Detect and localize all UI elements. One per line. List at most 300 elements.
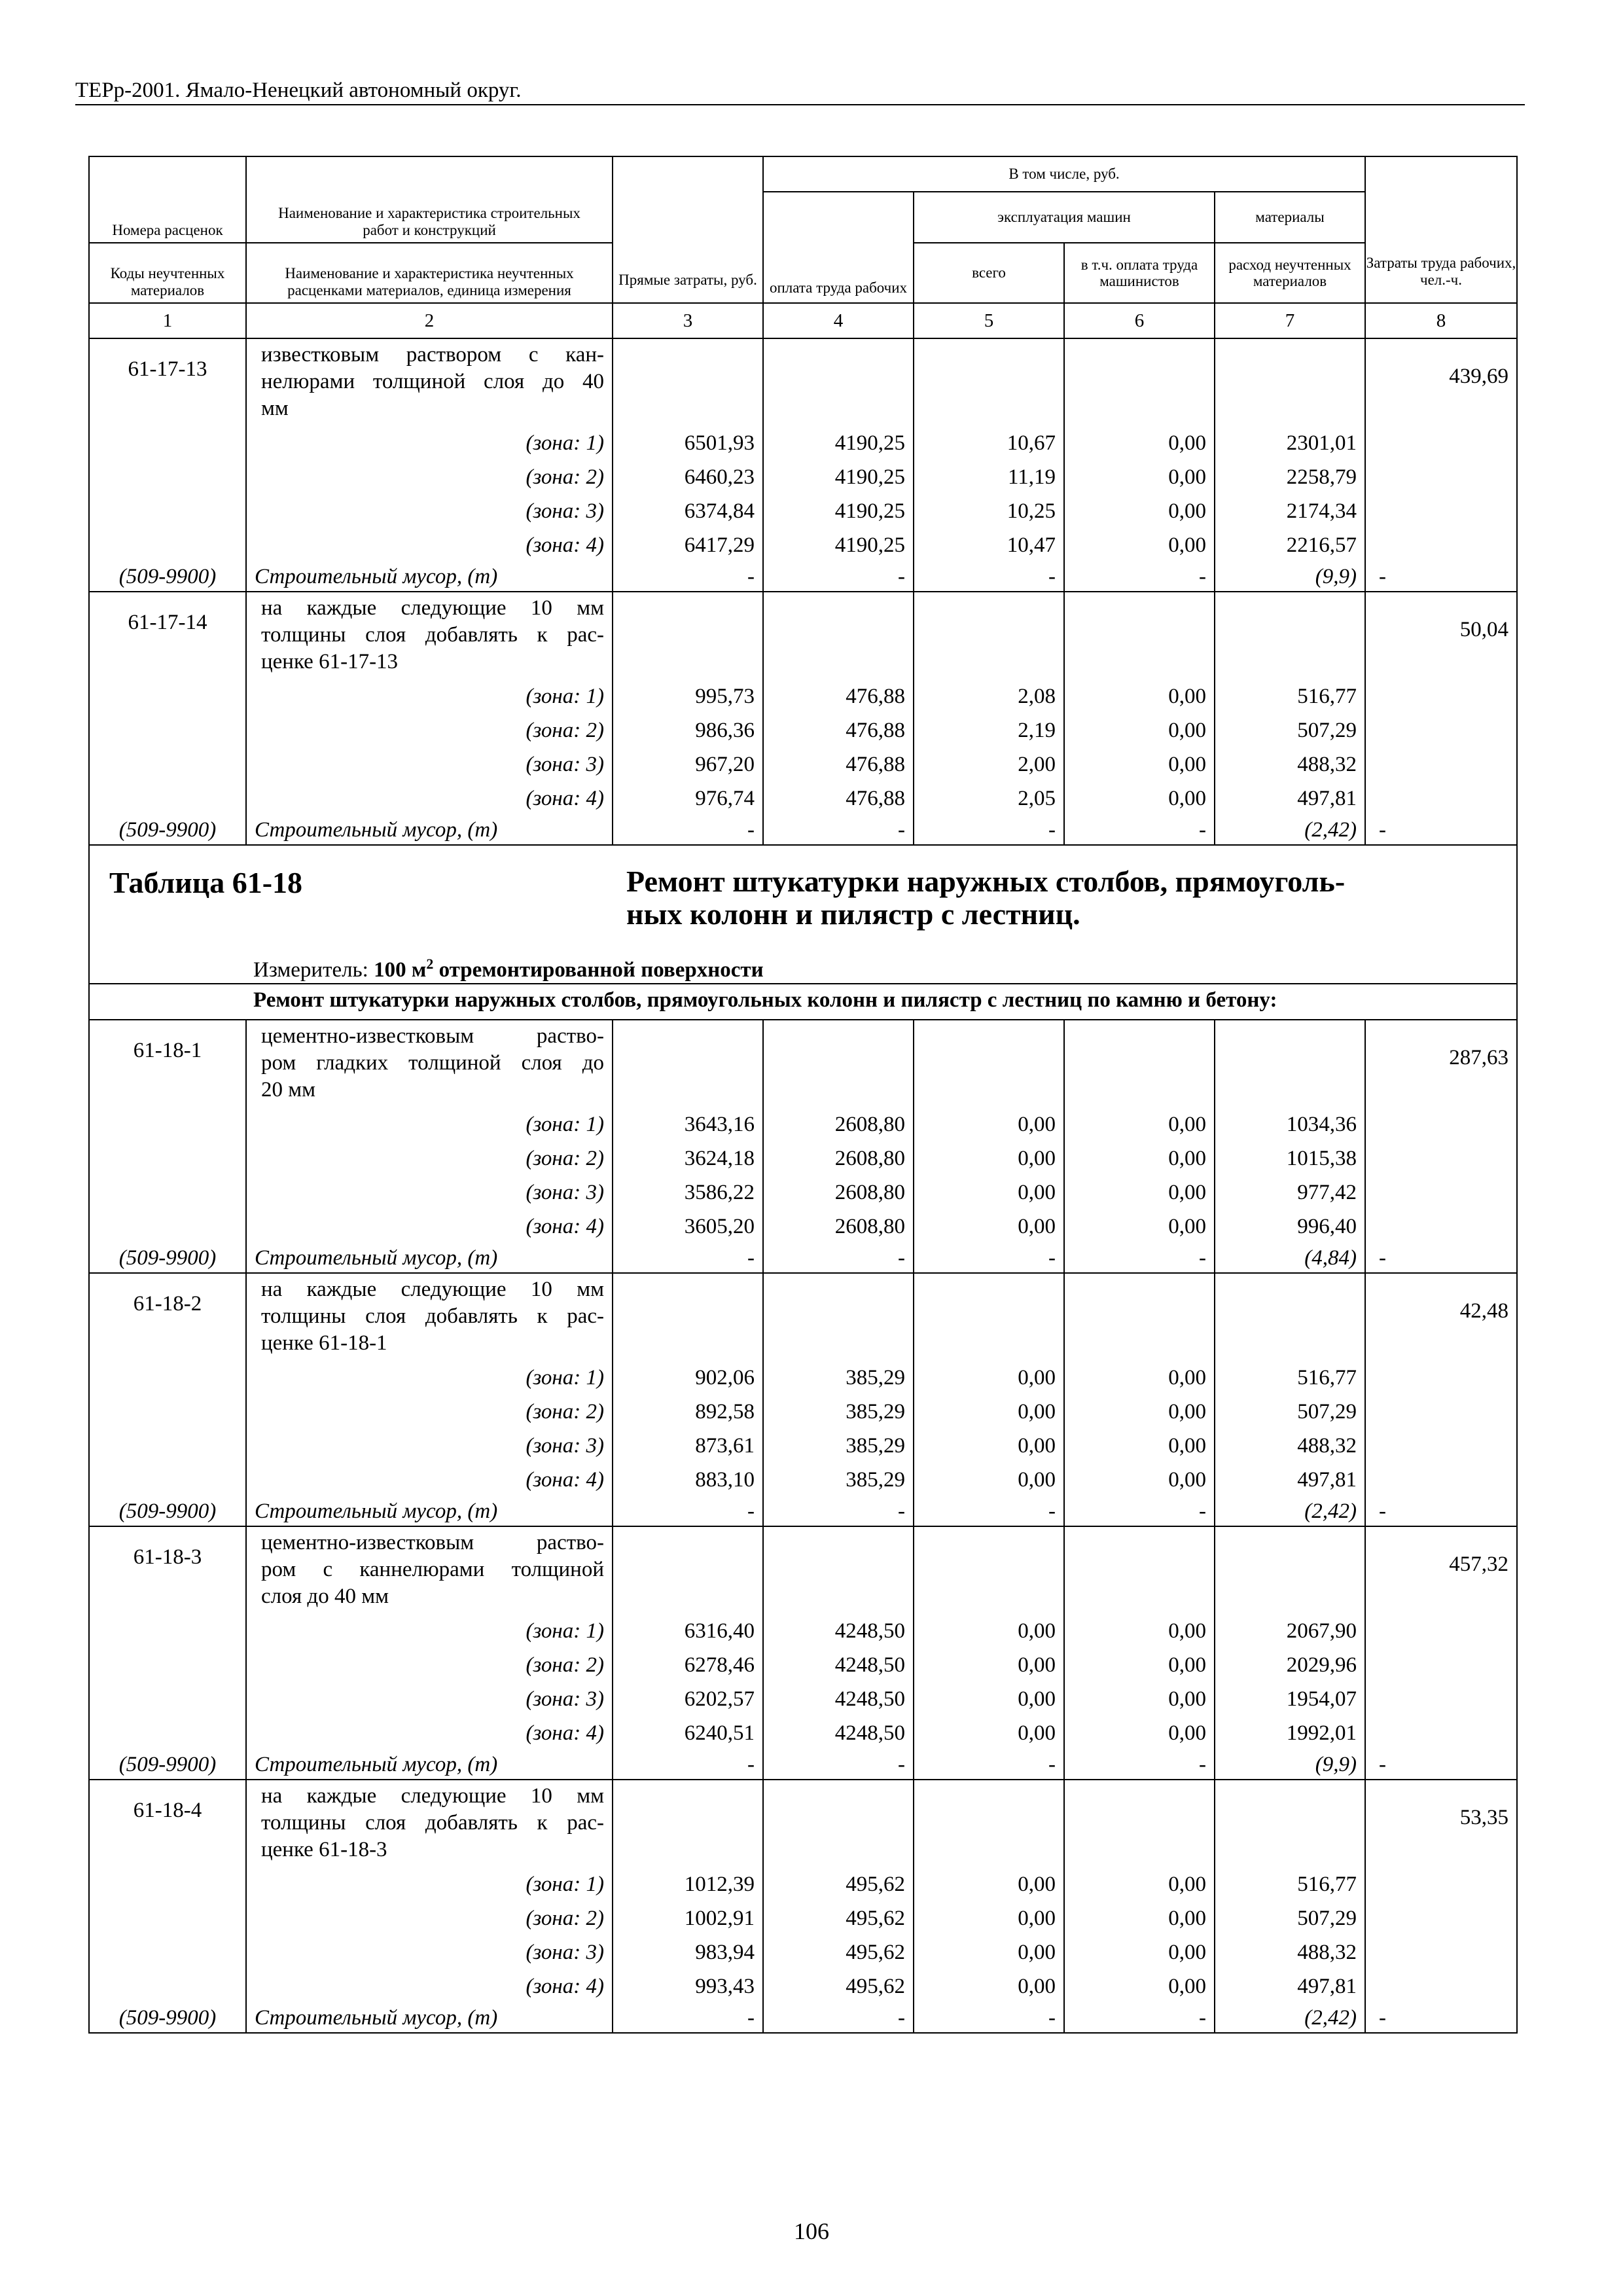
value-cell: 993,43 [695, 1975, 755, 1998]
value-cell: 2608,80 [834, 1181, 905, 1204]
value-cell: 2,05 [1018, 787, 1056, 810]
value-column [763, 1273, 914, 1497]
zone-label: (зона: 3) [526, 1434, 604, 1458]
zone-label: (зона: 4) [526, 1468, 604, 1492]
description-line: цементно-известковым раство- [261, 1531, 604, 1554]
value-column [613, 1780, 763, 2003]
value-cell: 0,00 [1168, 753, 1206, 776]
value-cell: 967,20 [695, 753, 755, 776]
labor-cost: 457,32 [1365, 1526, 1517, 1750]
debris-labor-dash: - [1365, 1750, 1517, 1780]
value-cell: 4248,50 [834, 1619, 905, 1643]
debris-dash: - [613, 1244, 763, 1273]
value-cell: 2029,96 [1286, 1653, 1357, 1677]
col1-header-top: Номера расценок [89, 156, 246, 243]
value-cell: 0,00 [1018, 1434, 1056, 1458]
value-cell: 883,10 [695, 1468, 755, 1492]
value-cell: 6202,57 [684, 1687, 755, 1711]
description-text [247, 1020, 612, 1103]
value-cell: 4248,50 [834, 1653, 905, 1677]
value-cell: 0,00 [1018, 1907, 1056, 1930]
value-column [613, 1273, 763, 1497]
zone-label: (зона: 3) [526, 753, 604, 776]
value-column [1064, 1780, 1215, 2003]
value-column [914, 1273, 1064, 1497]
rate-entry [89, 338, 1517, 562]
zone-label: (зона: 2) [526, 719, 604, 742]
debris-dash: - [613, 1750, 763, 1780]
value-cell: 0,00 [1168, 1181, 1206, 1204]
debris-quantity: (9,9) [1215, 562, 1365, 592]
debris-code: (509-9900) [89, 1750, 246, 1780]
rate-code: 61-17-14 [89, 592, 246, 816]
zone-label: (зона: 1) [526, 431, 604, 455]
description-text [247, 1274, 612, 1357]
debris-code: (509-9900) [89, 562, 246, 592]
rate-code: 61-18-2 [89, 1273, 246, 1497]
debris-name: Строительный мусор, (т) [246, 1497, 613, 1526]
value-cell: 0,00 [1168, 1434, 1206, 1458]
value-column [763, 1780, 914, 2003]
value-cell: 0,00 [1018, 1147, 1056, 1170]
value-cell: 507,29 [1297, 1907, 1357, 1930]
description-line: нелюрами толщиной слоя до 40 [261, 370, 604, 393]
value-cell: 892,58 [695, 1400, 755, 1424]
debris-dash: - [763, 562, 914, 592]
value-cell: 476,88 [846, 719, 905, 742]
value-cell: 0,00 [1018, 1181, 1056, 1204]
zone-label: (зона: 3) [526, 1941, 604, 1964]
description-line: на каждые следующие 10 мм [261, 596, 604, 620]
description-line: известковым раствором с кан- [261, 343, 604, 367]
debris-dash: - [763, 816, 914, 845]
debris-name: Строительный мусор, (т) [246, 2003, 613, 2033]
value-cell: 6374,84 [684, 499, 755, 523]
description-line: толщины слоя добавлять к рас- [261, 1304, 604, 1328]
value-cell: 4190,25 [834, 533, 905, 557]
value-cell: 0,00 [1168, 1113, 1206, 1136]
description-text [247, 1780, 612, 1863]
zone-label: (зона: 2) [526, 1400, 604, 1424]
value-cell: 4248,50 [834, 1721, 905, 1745]
value-cell: 2,08 [1018, 685, 1056, 708]
col-number: 5 [914, 303, 1064, 338]
value-cell: 1992,01 [1286, 1721, 1357, 1745]
value-cell: 2,19 [1018, 719, 1056, 742]
value-cell: 385,29 [846, 1366, 905, 1390]
value-column [613, 592, 763, 816]
value-cell: 10,47 [1007, 533, 1056, 557]
value-cell: 0,00 [1018, 1721, 1056, 1745]
value-column [613, 338, 763, 562]
measure-unit: Измеритель: 100 $м^2$ отремонтированной поверхности [253, 956, 764, 982]
value-cell: 495,62 [846, 1975, 905, 1998]
rate-entry [89, 1780, 1517, 2003]
debris-labor-dash: - [1365, 2003, 1517, 2033]
value-cell: 0,00 [1018, 1215, 1056, 1238]
col7-header: расход неучтенных материалов [1215, 243, 1365, 303]
value-cell: 0,00 [1018, 1468, 1056, 1492]
rate-entry [89, 1273, 1517, 1497]
value-cell: 4190,25 [834, 465, 905, 489]
value-cell: 1954,07 [1286, 1687, 1357, 1711]
value-cell: 0,00 [1168, 1400, 1206, 1424]
value-cell: 0,00 [1168, 1907, 1206, 1930]
col-number: 2 [246, 303, 613, 338]
page-number: 106 [794, 2218, 829, 2244]
value-cell: 488,32 [1297, 1434, 1357, 1458]
value-cell: 6460,23 [684, 465, 755, 489]
zone-label: (зона: 1) [526, 1366, 604, 1390]
description-line: толщины слоя добавлять к рас- [261, 623, 604, 647]
rate-description [246, 338, 613, 562]
debris-name: Строительный мусор, (т) [246, 562, 613, 592]
description-line: ром гладких толщиной слоя до [261, 1051, 604, 1075]
value-cell: 476,88 [846, 753, 905, 776]
debris-code: (509-9900) [89, 1497, 246, 1526]
value-cell: 0,00 [1168, 499, 1206, 523]
value-column [1215, 338, 1365, 562]
value-column [914, 338, 1064, 562]
value-column [1215, 592, 1365, 816]
value-cell: 2301,01 [1286, 431, 1357, 455]
value-cell: 977,42 [1297, 1181, 1357, 1204]
value-cell: 986,36 [695, 719, 755, 742]
value-cell: 0,00 [1018, 1687, 1056, 1711]
debris-row [89, 562, 1517, 592]
zone-label: (зона: 1) [526, 1873, 604, 1896]
value-cell: 0,00 [1168, 1941, 1206, 1964]
value-cell: 495,62 [846, 1907, 905, 1930]
value-cell: 385,29 [846, 1434, 905, 1458]
rate-description [246, 1273, 613, 1497]
value-cell: 1012,39 [684, 1873, 755, 1896]
col5-header: всего [914, 243, 1064, 303]
rate-description [246, 1020, 613, 1244]
debris-dash: - [914, 1497, 1064, 1526]
debris-quantity: (2,42) [1215, 816, 1365, 845]
description-line: на каждые следующие 10 мм [261, 1784, 604, 1808]
value-cell: 4190,25 [834, 499, 905, 523]
labor-cost: 42,48 [1365, 1273, 1517, 1497]
value-cell: 10,67 [1007, 431, 1056, 455]
debris-name: Строительный мусор, (т) [246, 1750, 613, 1780]
description-line: мм [261, 397, 289, 420]
value-cell: 0,00 [1168, 431, 1206, 455]
zone-label: (зона: 1) [526, 1619, 604, 1643]
value-column [914, 1020, 1064, 1244]
debris-dash: - [1064, 1244, 1215, 1273]
rate-code: 61-18-1 [89, 1020, 246, 1244]
description-line: ром с каннелюрами толщиной [261, 1558, 604, 1581]
col-number: 3 [613, 303, 763, 338]
value-cell: 1015,38 [1286, 1147, 1357, 1170]
rate-description [246, 1526, 613, 1750]
value-cell: 497,81 [1297, 1975, 1357, 1998]
value-cell: 6240,51 [684, 1721, 755, 1745]
debris-dash: - [914, 1244, 1064, 1273]
value-cell: 0,00 [1168, 1215, 1206, 1238]
zone-label: (зона: 3) [526, 1687, 604, 1711]
value-column [1064, 1273, 1215, 1497]
value-cell: 6501,93 [684, 431, 755, 455]
value-cell: 0,00 [1168, 1873, 1206, 1896]
debris-row [89, 1497, 1517, 1526]
value-cell: 476,88 [846, 787, 905, 810]
value-cell: 1034,36 [1286, 1113, 1357, 1136]
zone-label: (зона: 3) [526, 499, 604, 523]
value-cell: 2174,34 [1286, 499, 1357, 523]
debris-quantity: (2,42) [1215, 2003, 1365, 2033]
value-cell: 2067,90 [1286, 1619, 1357, 1643]
value-cell: 0,00 [1018, 1619, 1056, 1643]
value-cell: 0,00 [1168, 1147, 1206, 1170]
rate-description [246, 592, 613, 816]
debris-dash: - [1064, 2003, 1215, 2033]
value-cell: 0,00 [1018, 1400, 1056, 1424]
labor-cost: 439,69 [1365, 338, 1517, 562]
debris-quantity: (4,84) [1215, 1244, 1365, 1273]
debris-row [89, 2003, 1517, 2033]
rate-code: 61-18-3 [89, 1526, 246, 1750]
debris-row [89, 1750, 1517, 1780]
value-cell: 0,00 [1168, 533, 1206, 557]
value-column [1064, 592, 1215, 816]
value-column [914, 1526, 1064, 1750]
value-cell: 0,00 [1018, 1113, 1056, 1136]
value-cell: 516,77 [1297, 685, 1357, 708]
description-text [247, 339, 612, 422]
value-cell: 983,94 [695, 1941, 755, 1964]
value-cell: 0,00 [1018, 1975, 1056, 1998]
description-line: цементно-известковым раство- [261, 1024, 604, 1048]
value-cell: 2216,57 [1286, 533, 1357, 557]
col6-header: в т.ч. оплата труда машинистов [1064, 243, 1215, 303]
value-cell: 0,00 [1168, 465, 1206, 489]
col-number: 7 [1215, 303, 1365, 338]
description-line: ценке 61-18-3 [261, 1838, 387, 1861]
value-cell: 976,74 [695, 787, 755, 810]
value-cell: 2258,79 [1286, 465, 1357, 489]
col3-header: Прямые затраты, руб. [613, 156, 763, 303]
zone-label: (зона: 2) [526, 1907, 604, 1930]
value-cell: 6316,40 [684, 1619, 755, 1643]
col-number: 6 [1064, 303, 1215, 338]
debris-quantity: (9,9) [1215, 1750, 1365, 1780]
debris-name: Строительный мусор, (т) [246, 1244, 613, 1273]
zone-label: (зона: 4) [526, 533, 604, 557]
value-cell: 0,00 [1018, 1366, 1056, 1390]
machines-group-header: эксплуатация машин [914, 192, 1215, 243]
value-cell: 0,00 [1018, 1873, 1056, 1896]
header-rule [75, 104, 1525, 105]
debris-code: (509-9900) [89, 2003, 246, 2033]
value-column [763, 592, 914, 816]
table-name: Ремонт штукатурки наружных столбов, прямоуголь- ных колонн и пилястр с лестниц. [626, 865, 1346, 931]
value-cell: 488,32 [1297, 1941, 1357, 1964]
description-line: на каждые следующие 10 мм [261, 1278, 604, 1301]
value-cell: 0,00 [1018, 1653, 1056, 1677]
value-cell: 497,81 [1297, 1468, 1357, 1492]
value-cell: 2608,80 [834, 1215, 905, 1238]
rate-entry [89, 592, 1517, 816]
value-cell: 0,00 [1168, 1653, 1206, 1677]
value-cell: 497,81 [1297, 787, 1357, 810]
debris-dash: - [763, 1750, 914, 1780]
debris-dash: - [914, 562, 1064, 592]
value-cell: 4248,50 [834, 1687, 905, 1711]
rate-code: 61-17-13 [89, 338, 246, 562]
description-line: толщины слоя добавлять к рас- [261, 1811, 604, 1835]
description-line: слоя до 40 мм [261, 1585, 389, 1608]
value-cell: 902,06 [695, 1366, 755, 1390]
value-cell: 488,32 [1297, 753, 1357, 776]
value-column [1215, 1273, 1365, 1497]
debris-dash: - [763, 1244, 914, 1273]
debris-dash: - [763, 1497, 914, 1526]
col1-header-bottom: Коды неучтенных материалов [89, 243, 246, 303]
debris-quantity: (2,42) [1215, 1497, 1365, 1526]
description-line: ценке 61-17-13 [261, 650, 399, 673]
zone-label: (зона: 2) [526, 465, 604, 489]
column-numbers-row [89, 303, 1517, 338]
value-cell: 0,00 [1018, 1941, 1056, 1964]
value-cell: 0,00 [1168, 719, 1206, 742]
value-cell: 2608,80 [834, 1147, 905, 1170]
value-cell: 3586,22 [684, 1181, 755, 1204]
value-cell: 516,77 [1297, 1873, 1357, 1896]
value-cell: 2,00 [1018, 753, 1056, 776]
value-column [1064, 1526, 1215, 1750]
value-column [763, 1526, 914, 1750]
value-cell: 0,00 [1168, 1687, 1206, 1711]
value-cell: 0,00 [1168, 1619, 1206, 1643]
zone-label: (зона: 2) [526, 1147, 604, 1170]
value-cell: 495,62 [846, 1941, 905, 1964]
col-number: 8 [1365, 303, 1517, 338]
value-cell: 0,00 [1168, 1721, 1206, 1745]
value-cell: 2608,80 [834, 1113, 905, 1136]
value-cell: 3624,18 [684, 1147, 755, 1170]
value-column [914, 592, 1064, 816]
debris-row [89, 1244, 1517, 1273]
value-cell: 4190,25 [834, 431, 905, 455]
debris-dash: - [613, 816, 763, 845]
debris-labor-dash: - [1365, 562, 1517, 592]
rate-description [246, 1780, 613, 2003]
debris-dash: - [1064, 1750, 1215, 1780]
value-column [763, 338, 914, 562]
value-cell: 0,00 [1168, 787, 1206, 810]
col-number: 1 [89, 303, 246, 338]
zone-label: (зона: 4) [526, 1975, 604, 1998]
value-cell: 6278,46 [684, 1653, 755, 1677]
value-cell: 873,61 [695, 1434, 755, 1458]
value-column [1215, 1526, 1365, 1750]
debris-dash: - [914, 1750, 1064, 1780]
value-cell: 507,29 [1297, 1400, 1357, 1424]
value-cell: 0,00 [1168, 1366, 1206, 1390]
price-table [88, 156, 1518, 2034]
value-cell: 495,62 [846, 1873, 905, 1896]
value-column [914, 1780, 1064, 2003]
description-line: 20 мм [261, 1078, 316, 1102]
value-column [1064, 338, 1215, 562]
debris-labor-dash: - [1365, 1497, 1517, 1526]
debris-dash: - [1064, 1497, 1215, 1526]
debris-dash: - [1064, 816, 1215, 845]
materials-group-header: материалы [1215, 192, 1365, 243]
debris-dash: - [613, 1497, 763, 1526]
value-cell: 0,00 [1168, 1975, 1206, 1998]
col-number: 4 [763, 303, 914, 338]
value-cell: 10,25 [1007, 499, 1056, 523]
debris-labor-dash: - [1365, 816, 1517, 845]
debris-dash: - [613, 2003, 763, 2033]
value-column [1215, 1020, 1365, 1244]
subsection-row [89, 984, 1517, 1020]
value-cell: 6417,29 [684, 533, 755, 557]
debris-dash: - [914, 816, 1064, 845]
description-text [247, 1527, 612, 1610]
col2-header-bottom: Наименование и характеристика неучтенных расценками материалов, единица измерения [246, 243, 613, 303]
debris-row [89, 816, 1517, 845]
debris-name: Строительный мусор, (т) [246, 816, 613, 845]
value-cell: 385,29 [846, 1468, 905, 1492]
subsection-title: Ремонт штукатурки наружных столбов, прямоугольных колонн и пилястр с лестниц по камню и бетону: [253, 988, 1277, 1012]
rate-entry [89, 1020, 1517, 1244]
value-cell: 1002,91 [684, 1907, 755, 1930]
value-cell: 3605,20 [684, 1215, 755, 1238]
value-cell: 0,00 [1168, 685, 1206, 708]
value-cell: 11,19 [1007, 465, 1056, 489]
labor-cost: 53,35 [1365, 1780, 1517, 2003]
labor-cost: 287,63 [1365, 1020, 1517, 1244]
debris-labor-dash: - [1365, 1244, 1517, 1273]
table-label: Таблица 61-18 [109, 866, 303, 899]
debris-dash: - [914, 2003, 1064, 2033]
rate-entry [89, 1526, 1517, 1750]
zone-label: (зона: 1) [526, 685, 604, 708]
col2-header-top: Наименование и характеристика строительных работ и конструкций [246, 156, 613, 243]
value-column [613, 1020, 763, 1244]
zone-label: (зона: 1) [526, 1113, 604, 1136]
debris-dash: - [763, 2003, 914, 2033]
value-column [613, 1526, 763, 1750]
zone-label: (зона: 3) [526, 1181, 604, 1204]
description-line: ценке 61-18-1 [261, 1331, 387, 1355]
description-text [247, 592, 612, 675]
running-header: ТЕРр-2001. Ямало-Ненецкий автономный округ. [75, 79, 522, 102]
table-61-18-header [89, 845, 1517, 984]
zone-label: (зона: 4) [526, 1721, 604, 1745]
value-cell: 385,29 [846, 1400, 905, 1424]
value-cell: 0,00 [1168, 1468, 1206, 1492]
value-cell: 996,40 [1297, 1215, 1357, 1238]
zone-label: (зона: 4) [526, 1215, 604, 1238]
rate-code: 61-18-4 [89, 1780, 246, 2003]
value-column [763, 1020, 914, 1244]
labor-cost: 50,04 [1365, 592, 1517, 816]
value-cell: 476,88 [846, 685, 905, 708]
value-cell: 516,77 [1297, 1366, 1357, 1390]
debris-dash: - [613, 562, 763, 592]
col4-header: оплата труда рабочих [763, 192, 914, 303]
col8-header: Затраты труда рабочих, чел.-ч. [1365, 156, 1517, 303]
value-cell: 507,29 [1297, 719, 1357, 742]
including-group-header: В том числе, руб. [763, 156, 1365, 192]
debris-dash: - [1064, 562, 1215, 592]
